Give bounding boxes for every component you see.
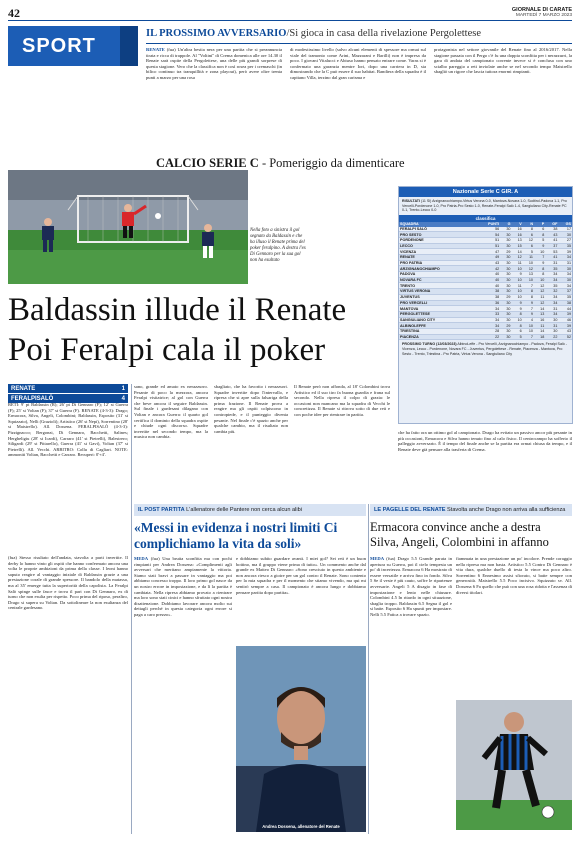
table-cell: 10 xyxy=(534,277,545,283)
post-col1 xyxy=(134,556,232,834)
table-cell: 47 xyxy=(476,249,500,255)
table-cell: 16 xyxy=(511,232,522,238)
standings-column-header: G xyxy=(500,222,511,227)
main-headline-line1: Baldassin illude il Renate xyxy=(8,292,347,328)
table-cell: 38 xyxy=(476,294,500,300)
table-cell: 11 xyxy=(523,255,534,261)
table-cell: 35 xyxy=(545,283,558,289)
table-cell: 51 xyxy=(476,237,500,243)
table-cell: 44 xyxy=(558,306,572,312)
table-cell: 34 xyxy=(558,255,572,261)
table-cell: 31 xyxy=(545,306,558,312)
table-cell: 12 xyxy=(534,283,545,289)
post-label: IL POST PARTITA xyxy=(138,506,185,513)
post-section-bar xyxy=(134,504,366,516)
table-cell: 56 xyxy=(476,227,500,232)
table-cell: 31 xyxy=(558,260,572,266)
home-score: 1 xyxy=(121,385,125,392)
table-cell: 30 xyxy=(500,283,511,289)
table-cell: 35 xyxy=(558,294,572,300)
section-subtitle: - Pomeriggio da dimenticare xyxy=(258,156,405,170)
table-cell: 16 xyxy=(511,227,522,232)
table-cell: PRO VERCELLI xyxy=(399,300,476,306)
tab-stripe xyxy=(120,26,138,66)
table-cell: 30 xyxy=(500,260,511,266)
table-cell: 34 xyxy=(545,294,558,300)
table-cell: 53 xyxy=(545,249,558,255)
table-cell: 13 xyxy=(511,237,522,243)
table-cell: RENATE xyxy=(399,255,476,261)
pagelle-label: LE PAGELLE DEL RENATE xyxy=(374,506,446,513)
table-cell: 34 xyxy=(545,300,558,306)
table-cell: 34 xyxy=(476,323,500,329)
table-cell: 5 xyxy=(534,237,545,243)
table-cell: 9 xyxy=(523,300,534,306)
table-cell: 10 xyxy=(523,328,534,334)
coach-photo xyxy=(236,646,366,832)
table-cell: 43 xyxy=(558,328,572,334)
top-story-col3: protagonista nel settore giovanile del Renate fino al 2016/2017. Nella stagione passata con il Pergo c'è fu una doppia sconfitta per i nerazzurri, la gara di andata del campionato corrente invece si è conclusa con uno scialbo pareggio a reti inviolate anche se nel secondo tempo Maistrello sbagliò un rigore che lascia tuttora enormi rimpianti. xyxy=(434,47,572,75)
score-row-home xyxy=(8,384,128,393)
table-cell: 6 xyxy=(534,227,545,232)
pagelle-col2: fiammata in una prestazione un po' incolore. Prende coraggio nella ripresa ma non basta. Artistico 5.5 Contro Di Gennaro è vita dura, qualche duello di testa lo vince ma poco altro. Sorrentino 6 Ennesimo assist sfiorato, si batte sempre con generosità. Maistrello 5.5 Poco incisivo. Squizzato sv. All. Dossena 6 Fa quello che può con una rosa ridotta e l'assenza di diversi titolari. xyxy=(456,556,572,595)
table-cell: 31 xyxy=(545,260,558,266)
table-cell: 43 xyxy=(545,232,558,238)
table-cell: 7 xyxy=(523,283,534,289)
table-cell: 6 xyxy=(523,232,534,238)
table-cell: PERGOLETTESE xyxy=(399,311,476,317)
table-cell: 43 xyxy=(476,260,500,266)
pagelle-label-sub: Stavolta anche Drago non arriva alla sufficienza xyxy=(445,506,566,513)
table-cell: 32 xyxy=(545,289,558,295)
standings-column-header: SQUADRA xyxy=(399,222,476,227)
standings-box xyxy=(398,186,573,424)
post-col2: e dobbiamo subito guardare avanti. I miei gol? Sei reti è un buon bottino, ma il gruppo viene prima di tutto». Un commento anche dal grande ex Matteo Di Gennaro: «Sono cresciuto in questo ambiente e non ancora riesco a gioire per un gol contro il Renate. Sono contento per la mia squadra e per il momento che stiamo vivendo, ma qui mi sentirò sempre a casa. Il campionato è ancora lungo e dobbiamo pensare partita dopo partita». xyxy=(236,556,366,595)
table-cell: 38 xyxy=(476,289,500,295)
issue-date: MARTEDÌ 7 MARZO 2023 xyxy=(515,13,572,18)
table-cell: 10 xyxy=(511,289,522,295)
table-cell: 41 xyxy=(545,237,558,243)
pagelle-headline: Ermacora convince anche a destra Silva, Angeli, Colombini in affanno xyxy=(370,520,549,549)
table-cell: 54 xyxy=(476,232,500,238)
table-cell: SANGIULIANO CITY xyxy=(399,317,476,323)
table-cell: PRO PATRIA xyxy=(399,260,476,266)
table-cell: 34 xyxy=(545,272,558,278)
table-cell: 27 xyxy=(558,237,572,243)
table-cell: 13 xyxy=(534,311,545,317)
table-cell: 11 xyxy=(511,260,522,266)
table-cell: 29 xyxy=(500,323,511,329)
table-cell: 9 xyxy=(523,311,534,317)
table-cell: 16 xyxy=(534,317,545,323)
column-rule xyxy=(368,504,369,834)
standings-column-header: P xyxy=(534,222,545,227)
table-cell: MANTOVA xyxy=(399,306,476,312)
table-cell: VIRTUS VERONA xyxy=(399,289,476,295)
table-cell: 10 xyxy=(511,266,522,272)
table-cell: 8 xyxy=(534,266,545,272)
table-cell: 8 xyxy=(534,272,545,278)
table-cell: 34 xyxy=(558,272,572,278)
results-text: (11 Sl) Arzignanochiampo-Virtus Verona 0-0, Mantova-Novara 1-0, Sudtirol-Padova 1-1, Pro Vercelli-Pordenone 1-0, Pro Patria-Pro Sesto 1-0, Renate-Feralpi Salò 1-4, Sangiuliano City-Renate PC 0-1, Trento-Lecco 0-0 xyxy=(402,199,567,213)
table-cell: 30 xyxy=(500,227,511,232)
away-score: 4 xyxy=(121,395,125,402)
table-cell: 30 xyxy=(545,328,558,334)
standings-body xyxy=(399,227,572,340)
table-cell: 30 xyxy=(500,255,511,261)
top-story-kicker: IL PROSSIMO AVVERSARIO xyxy=(146,28,287,39)
match-report-col-e: che ha fatto ora un ottimo gol al campionato. Drago ha evitato un passivo ancor più pesante in più occasioni, Ermacora e Silva hanno tenuto fino al calo fisico. Il centrocampo ha sofferto il palleggio avversario. È il tempo del finale anche se la partita era ormai chiusa da tempo, e il Renate deve già pensare alla trasferta di Crema. xyxy=(398,430,572,452)
table-cell: 10 xyxy=(523,260,534,266)
player-photo xyxy=(456,700,572,830)
headline-rule xyxy=(146,43,572,44)
page-number: 42 xyxy=(8,6,20,20)
table-row xyxy=(399,334,572,340)
table-cell: ARZIGNANOCHIAMPO xyxy=(399,266,476,272)
table-cell: 30 xyxy=(500,306,511,312)
table-cell: VICENZA xyxy=(399,249,476,255)
table-cell: 17 xyxy=(558,227,572,232)
standings-column-header: V xyxy=(511,222,522,227)
newspaper-name: GIORNALE DI CARATE xyxy=(511,7,572,13)
table-cell: 11 xyxy=(534,323,545,329)
table-cell: 7 xyxy=(523,306,534,312)
table-cell: 7 xyxy=(534,255,545,261)
standings-column-header: PUNTI xyxy=(476,222,500,227)
top-story-col2: di modestissimo livello (salvo alcuni elementi di spessore ma ormai sul viale del tramonto come Arini, Mazzarani e Barilli) non è impresa da poco. I giovani Vitalucci e Abiuso hanno pensato entrare come. Varas si è confermato una garanzia mentre Iori, dopo una carriera in D, sta dimostrando che la C può essere il suo habitat. Bandiera della squadra è il capitano Villa, terzino dal gran carisma e xyxy=(290,47,426,80)
table-cell: 34 xyxy=(476,317,500,323)
standings-title: Nazionale Serie C GIR. A xyxy=(399,187,572,197)
dateline: RENATE xyxy=(146,47,165,52)
table-cell: 30 xyxy=(500,317,511,323)
table-cell: 30 xyxy=(500,266,511,272)
table-cell: 30 xyxy=(500,243,511,249)
body-text: (fua) Un'altra bestia nera per una partita che si preannuncia tirata e ricca di trappole. Al "Voltini" di Crema domenica alle ore 14.30 il Renate sarà ospite della Pergolettese, una delle più grandi sorprese di questa stagione. Vero che la classifica non è così rosea per i cremaschi (in bilico continuo tra tranquillità e zona playout), però avere oltre trenta punti a marzo per una rosa xyxy=(146,47,282,80)
table-cell: 37 xyxy=(558,289,572,295)
table-cell: 30 xyxy=(500,334,511,340)
table-cell: 30 xyxy=(545,317,558,323)
top-story-title: /Si gioca in casa della rivelazione Pergolettese xyxy=(286,28,482,39)
pagelle-col1 xyxy=(370,556,452,834)
table-cell: 38 xyxy=(545,227,558,232)
table-cell: 34 xyxy=(476,306,500,312)
table-cell: PIACENZA xyxy=(399,334,476,340)
table-cell: 35 xyxy=(545,266,558,272)
table-cell: PORDENONE xyxy=(399,237,476,243)
table-cell: 9 xyxy=(534,243,545,249)
table-cell: 34 xyxy=(558,283,572,289)
table-cell: 30 xyxy=(558,277,572,283)
table-cell: 6 xyxy=(523,243,534,249)
table-cell: 12 xyxy=(523,237,534,243)
table-cell: 52 xyxy=(558,334,572,340)
table-cell: PADOVA xyxy=(399,272,476,278)
section-headline xyxy=(156,156,572,171)
match-report-col-b: sano, grande ed amato ex nerazzurro. Pesante di poco la mezzora, ancora Feralpi visitatrice; al gol con Guerra che beve ancora il seguire Baldassin. Sul finale i gardesani dilagano con Voltan e ancora Guerra: il quarto gol certifica il dominio della squadra ospite e chiude ogni discorso. Squadre invertite nel secondo tempo, ma la musica non cambia. xyxy=(134,384,208,440)
table-cell: 8 xyxy=(534,232,545,238)
table-cell: 37 xyxy=(545,243,558,249)
table-cell: 22 xyxy=(545,334,558,340)
table-cell: 36 xyxy=(476,300,500,306)
table-cell: 41 xyxy=(545,255,558,261)
table-cell: 10 xyxy=(511,294,522,300)
table-cell: TRIESTINA xyxy=(399,328,476,334)
table-cell: 14 xyxy=(511,249,522,255)
table-cell: 10 xyxy=(511,277,522,283)
coach-photo-caption: Andrea Dossena, allenatore del Renate xyxy=(262,824,340,829)
table-cell: 49 xyxy=(476,255,500,261)
match-photo xyxy=(8,170,248,284)
table-cell: 18 xyxy=(534,334,545,340)
section-tab-sport xyxy=(8,26,138,66)
table-cell: 34 xyxy=(545,311,558,317)
table-cell: 29 xyxy=(500,249,511,255)
standings-column-header: N xyxy=(523,222,534,227)
table-cell: 15 xyxy=(511,243,522,249)
masthead-rule xyxy=(8,20,572,21)
table-cell: 30 xyxy=(558,266,572,272)
table-cell: 22 xyxy=(476,334,500,340)
table-cell: 30 xyxy=(500,328,511,334)
table-cell: 9 xyxy=(511,272,522,278)
post-headline: «Messi in evidenza i nostri limiti Ci complichiamo la vita da soli» xyxy=(134,520,338,551)
table-cell: 28 xyxy=(476,328,500,334)
body-text: (fua) Una brutta sconfitta ma con pochi rimpianti per Andrea Dossena: «Complimenti agli avversari che meritano ampiamente la vittoria. Siamo stati bravi a passare in vantaggio ma poi abbiamo concesso troppo. Il loro primo gol nasce da un nostro errore in impostazione, e da lì la partita è cambiata. Nella ripresa abbiamo provato a rientrare ma loro sono stati cinici e hanno sfruttato ogni nostra disattenzione. Dobbiamo lavorare ancora molto sui dettagli perché in questa categoria ogni errore si paga a caro prezzo». xyxy=(134,556,232,617)
match-report-col-c: sbagliato, che ha favorito i nerazzurri. Squadre invertite dopo l'intervallo, e ripresa che si apre sulla falsariga della prima frazione. Il Renate prova a reagire ma gli ospiti colpiscono in contropiede, e il punteggio diventa pesante. Nel finale c'è spazio anche per qualche cambio, ma il risultato non cambia più. xyxy=(214,384,288,434)
table-cell: 40 xyxy=(476,283,500,289)
table-cell: 11 xyxy=(511,283,522,289)
table-cell: PRO SESTO xyxy=(399,232,476,238)
table-cell: 30 xyxy=(500,272,511,278)
photo-caption: Nella foto a sinistra il gol segnato da Baldassin e che ha illuso il Renate prima del poker feralpino. A destra l'ex Di Gennaro per la sua gol non ha esultato xyxy=(250,228,306,263)
table-cell: 12 xyxy=(534,300,545,306)
table-cell: JUVENTUS xyxy=(399,294,476,300)
pagelle-section-bar xyxy=(370,504,572,516)
table-cell: 30 xyxy=(500,311,511,317)
table-cell: LECCO xyxy=(399,243,476,249)
standings-table xyxy=(399,222,572,341)
table-cell: 12 xyxy=(511,255,522,261)
table-cell: 29 xyxy=(500,294,511,300)
table-cell: 12 xyxy=(523,266,534,272)
table-cell: 5 xyxy=(523,249,534,255)
next-round-text: AlbinoLeffe - Pro Vercelli, Arzignanochiampo - Padova, Feralpi Salò - Vicenza, Lecco - Pordenone, Novara FC - Juventus, Pergolettese - Renate, Piacenza - Mantova, Pro Sesto - Trento, Triestina - Pro Patria, Virtus Verona - Sangiuliano City xyxy=(402,342,567,356)
match-photo-image xyxy=(8,170,248,284)
standings-column-header: GS xyxy=(558,222,572,227)
table-cell: FERALPI SALÒ xyxy=(399,227,476,232)
top-story-headline xyxy=(146,28,572,39)
match-report-col-a: (fua) Stesso risultato dell'andata, stavolta a parti invertite. Il derby lo hanno vinto gli ospiti che hanno confermato ancora una volta le proprie ambizioni da prima della classe. I leoni hanno saputo reagire al vantaggio iniziale di Baldassin grazie a una prestazione corale di grande spessore. Il bandolo della matassa, ma al 35' emerge tutta la superiorità della capolista. La Feralpi Salò spinge sulle fasce e trova il pari con Di Gennaro, ex di turno che non esulta per rispetto. Poco prima del riposo, peraltro, Drago si supera su Voltan. Da sottolineare la non esultanza del centrale gardesano. xyxy=(8,555,128,611)
table-cell: 14 xyxy=(534,328,545,334)
results-label: RISULTATI xyxy=(402,199,420,203)
table-cell: 6 xyxy=(511,328,522,334)
table-cell: 40 xyxy=(476,272,500,278)
match-report-col-d: Il Renate però non affonda, al 18' Colombini trova Artistico ed il suo tiro fa buona guardia e frana sul secondo. Nella ripresa il colpo di grazia: le occasioni non mancano ma la squadra di Vecchi le concretizza. Il Renate si ritrova sotto di due reti e con poche idee per rientrare in partita. xyxy=(294,384,390,417)
table-cell: 9 xyxy=(511,306,522,312)
table-cell: 7 xyxy=(523,334,534,340)
away-team: FERALPISALÒ xyxy=(11,395,54,402)
table-cell: 5 xyxy=(511,334,522,340)
section-label: SPORT xyxy=(22,35,96,57)
table-cell: 10 xyxy=(523,323,534,329)
next-round-label: PROSSIMO TURNO (12/03/2023) xyxy=(402,342,457,347)
table-cell: 38 xyxy=(558,300,572,306)
table-cell: 13 xyxy=(523,272,534,278)
body-text: (fua) Drago 5.5 Grande parata in apertura su Guerra, poi il cielo tempesta un po' di incertezza. Ermacora 6 Ha mostrato di essere versatile e arriva fino in fondo. Silva 5 Se il veste è più cauto, soffre le ripartenze avversarie. Angeli 5 A disagio in fase di impostazione e lento nelle chiusure. Colombini 4.5 In ritardo in ogni situazione, sbaglia troppo. Baldassin 6.5 Segna il gol e si batte. Esposito 6 Ha spunti per impostare. Nelli 5.5 Fatica a trovare spazio. xyxy=(370,556,452,617)
dateline: MEDA xyxy=(370,556,385,561)
table-cell: 8 xyxy=(523,227,534,232)
table-cell: 34 xyxy=(545,277,558,283)
match-lineups: RETI: 9' pt Baldassin (R); 26' pt Di Gennaro (F); 12' st Guerra (F); 25' st Voltan (F); 37' st Guerra (F). RENATE (4-3-3): Drago; Ermacora, Silva, Angeli, Colombini; Baldassin, Esposito (31' st Squizzato), Nelli (Grazioli); Artistico (26' st Nepi), Sorrentino (28' st Maistrello). All. Dossena. FERALPISALÒ (4-3-3): Pizzignacco; Bergonzi, Di Gennaro, Bacchetti, Salines; Hergheligiu (28' st Icardi), Carraro (41' st Pietrelli), Balestrero; Siligardi (29' st Pittarello), Guerra (41' st Gavi), Voltan (37' st Pietrelli). All. Vecchi. ARBITRO: Collu di Cagliari. NOTE: ammoniti Voltan, Bacchetti e Carraro. Recuperi: 0'+4'. xyxy=(8,402,128,458)
top-story-col1 xyxy=(146,47,282,149)
player-photo-image xyxy=(456,700,572,830)
column-rule xyxy=(131,384,132,834)
table-cell: 46 xyxy=(558,317,572,323)
table-cell: 39 xyxy=(558,323,572,329)
table-cell: 12 xyxy=(534,289,545,295)
dateline: MEDA xyxy=(134,556,149,561)
classifica-label: classifica xyxy=(399,215,572,222)
table-cell: 30 xyxy=(500,277,511,283)
table-cell: ALBINOLEFFE xyxy=(399,323,476,329)
main-headline-line2: Poi Feralpi cala il poker xyxy=(8,332,326,368)
table-cell: 30 xyxy=(558,232,572,238)
table-cell: 8 xyxy=(511,311,522,317)
table-cell: 31 xyxy=(545,323,558,329)
table-cell: 51 xyxy=(476,243,500,249)
table-cell: 9 xyxy=(534,260,545,266)
table-cell: 8 xyxy=(523,294,534,300)
table-cell: 39 xyxy=(558,249,572,255)
table-cell: 11 xyxy=(534,294,545,300)
table-cell: 10 xyxy=(534,249,545,255)
table-cell: 9 xyxy=(511,300,522,306)
section-title: CALCIO SERIE C xyxy=(156,156,259,170)
main-headline xyxy=(8,290,393,370)
standings-column-header: GF xyxy=(545,222,558,227)
table-cell: 35 xyxy=(558,243,572,249)
table-cell: 10 xyxy=(523,277,534,283)
home-team: RENATE xyxy=(11,385,36,392)
table-cell: 30 xyxy=(500,237,511,243)
standings-results xyxy=(399,197,572,215)
table-cell: NOVARA FC xyxy=(399,277,476,283)
table-cell: 8 xyxy=(511,323,522,329)
table-cell: 42 xyxy=(476,266,500,272)
table-cell: TRENTO xyxy=(399,283,476,289)
table-cell: 30 xyxy=(500,232,511,238)
post-label-sub: L'allenatore delle Pantere non cerca alcun alibi xyxy=(184,506,302,513)
table-cell: 33 xyxy=(476,311,500,317)
table-cell: 14 xyxy=(534,306,545,312)
next-round xyxy=(399,340,572,358)
table-cell: 40 xyxy=(476,277,500,283)
table-cell: 39 xyxy=(558,311,572,317)
table-cell: 8 xyxy=(523,289,534,295)
coach-photo-image xyxy=(236,646,366,832)
score-box xyxy=(8,384,128,403)
table-cell: 30 xyxy=(500,300,511,306)
table-cell: 30 xyxy=(500,289,511,295)
table-cell: 10 xyxy=(511,317,522,323)
table-cell: 4 xyxy=(523,317,534,323)
